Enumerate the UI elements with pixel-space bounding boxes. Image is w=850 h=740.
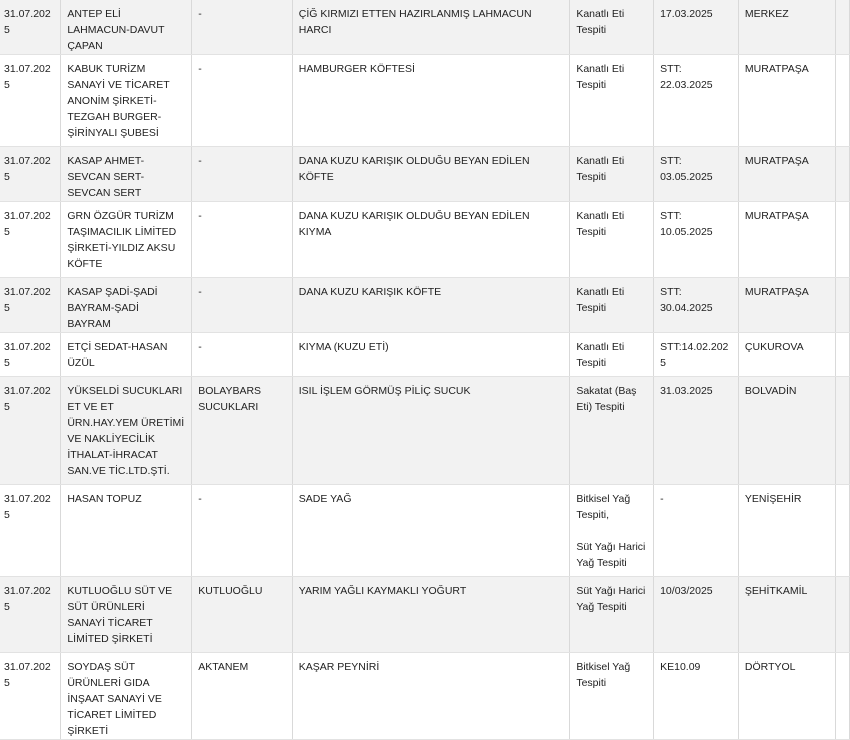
cell-brand: - [192,202,293,278]
cell-brand: - [192,278,293,333]
cell-brand: AKTANEM [192,653,293,740]
cell-finding [570,377,654,485]
cell-overflow-column [836,485,850,577]
cell-product-name: SADE YAĞ [292,485,570,577]
table-row [0,653,850,740]
finding-line: Bitkisel Yağ Tespiti [576,661,631,689]
cell-brand: - [192,485,293,577]
cell-firm-name: KASAP AHMET-SEVCAN SERT-SEVCAN SERT [61,147,192,202]
cell-date: 31.07.2025 [0,278,61,333]
cell-date: 31.07.2025 [0,377,61,485]
cell-date: 31.07.2025 [0,55,61,147]
cell-overflow-column [836,377,850,485]
cell-date: 31.07.2025 [0,333,61,377]
cell-product-name: DANA KUZU KARIŞIK OLDUĞU BEYAN EDİLEN KÖFTE [292,147,570,202]
cell-firm-name: HASAN TOPUZ [61,485,192,577]
cell-firm-name: SOYDAŞ SÜT ÜRÜNLERİ GIDA İNŞAAT SANAYİ VE TİCARET LİMİTED ŞİRKETİ [61,653,192,740]
cell-product-name: ISIL İŞLEM GÖRMÜŞ PİLİÇ SUCUK [292,377,570,485]
finding-line: Sakatat (Baş Eti) Tespiti [576,385,637,413]
table-row [0,0,850,55]
finding-line: Kanatlı Eti Tespiti [576,210,625,238]
cell-finding [570,147,654,202]
cell-finding [570,333,654,377]
cell-district: BOLVADİN [738,377,835,485]
finding-line: Süt Yağı Harici Yağ Tespiti [576,541,646,569]
cell-district: MURATPAŞA [738,202,835,278]
cell-batch-date: - [654,485,739,577]
cell-finding [570,202,654,278]
finding-line: Bitkisel Yağ Tespiti, [576,493,631,521]
cell-batch-date: STT: 22.03.2025 [654,55,739,147]
cell-overflow-column [836,0,850,55]
cell-overflow-column [836,278,850,333]
table-row [0,55,850,147]
finding-line: Süt Yağı Harici Yağ Tespiti [576,585,646,613]
cell-overflow-column [836,333,850,377]
cell-firm-name: ETÇİ SEDAT-HASAN ÜZÜL [61,333,192,377]
cell-batch-date: 31.03.2025 [654,377,739,485]
cell-finding [570,485,654,577]
cell-product-name: KAŞAR PEYNİRİ [292,653,570,740]
cell-district: MURATPAŞA [738,55,835,147]
cell-date: 31.07.2025 [0,485,61,577]
cell-district: ŞEHİTKAMİL [738,577,835,653]
cell-date: 31.07.2025 [0,653,61,740]
cell-overflow-column [836,55,850,147]
cell-batch-date: 10/03/2025 [654,577,739,653]
cell-overflow-column [836,147,850,202]
cell-firm-name: KASAP ŞADİ-ŞADİ BAYRAM-ŞADİ BAYRAM [61,278,192,333]
cell-brand: - [192,147,293,202]
cell-district: DÖRTYOL [738,653,835,740]
cell-overflow-column [836,577,850,653]
table-row [0,377,850,485]
cell-finding [570,278,654,333]
cell-firm-name: ANTEP ELİ LAHMACUN-DAVUT ÇAPAN [61,0,192,55]
cell-brand: - [192,333,293,377]
cell-batch-date: STT: 03.05.2025 [654,147,739,202]
cell-batch-date: STT: 10.05.2025 [654,202,739,278]
cell-finding [570,0,654,55]
cell-firm-name: YÜKSELDİ SUCUKLARI ET VE ET ÜRN.HAY.YEM ÜRETİMİ VE NAKLİYECİLİK İTHALAT-İHRACAT SAN.VE TİC.LTD.ŞTİ. [61,377,192,485]
finding-line: Kanatlı Eti Tespiti [576,63,625,91]
cell-district: YENİŞEHİR [738,485,835,577]
cell-finding [570,577,654,653]
table-row [0,202,850,278]
cell-district: MERKEZ [738,0,835,55]
finding-line: Kanatlı Eti Tespiti [576,341,625,369]
cell-batch-date: 17.03.2025 [654,0,739,55]
cell-brand: - [192,0,293,55]
cell-date: 31.07.2025 [0,577,61,653]
table-row [0,278,850,333]
cell-district: MURATPAŞA [738,278,835,333]
cell-date: 31.07.2025 [0,0,61,55]
cell-product-name: YARIM YAĞLI KAYMAKLI YOĞURT [292,577,570,653]
cell-product-name: KIYMA (KUZU ETİ) [292,333,570,377]
cell-batch-date: STT:14.02.2025 [654,333,739,377]
cell-product-name: DANA KUZU KARIŞIK KÖFTE [292,278,570,333]
table-row [0,485,850,577]
cell-brand: - [192,55,293,147]
cell-batch-date: STT: 30.04.2025 [654,278,739,333]
cell-product-name: DANA KUZU KARIŞIK OLDUĞU BEYAN EDİLEN KIYMA [292,202,570,278]
cell-batch-date: KE10.09 [654,653,739,740]
cell-firm-name: KABUK TURİZM SANAYİ VE TİCARET ANONİM ŞİRKETİ-TEZGAH BURGER-ŞİRİNYALI ŞUBESİ [61,55,192,147]
cell-overflow-column [836,202,850,278]
cell-brand: KUTLUOĞLU [192,577,293,653]
cell-district: MURATPAŞA [738,147,835,202]
cell-product-name: HAMBURGER KÖFTESİ [292,55,570,147]
finding-line: Kanatlı Eti Tespiti [576,155,625,183]
finding-line: Kanatlı Eti Tespiti [576,286,625,314]
cell-product-name: ÇİĞ KIRMIZI ETTEN HAZIRLANMIŞ LAHMACUN HARCI [292,0,570,55]
cell-finding [570,55,654,147]
cell-firm-name: KUTLUOĞLU SÜT VE SÜT ÜRÜNLERİ SANAYİ TİCARET LİMİTED ŞİRKETİ [61,577,192,653]
cell-date: 31.07.2025 [0,147,61,202]
cell-overflow-column [836,653,850,740]
cell-district: ÇUKUROVA [738,333,835,377]
finding-line: Kanatlı Eti Tespiti [576,8,625,36]
cell-brand: BOLAYBARS SUCUKLARI [192,377,293,485]
cell-firm-name: GRN ÖZGÜR TURİZM TAŞIMACILIK LİMİTED ŞİRKETİ-YILDIZ AKSU KÖFTE [61,202,192,278]
table-row [0,577,850,653]
table-row [0,333,850,377]
cell-date: 31.07.2025 [0,202,61,278]
cell-finding [570,653,654,740]
table-row [0,147,850,202]
